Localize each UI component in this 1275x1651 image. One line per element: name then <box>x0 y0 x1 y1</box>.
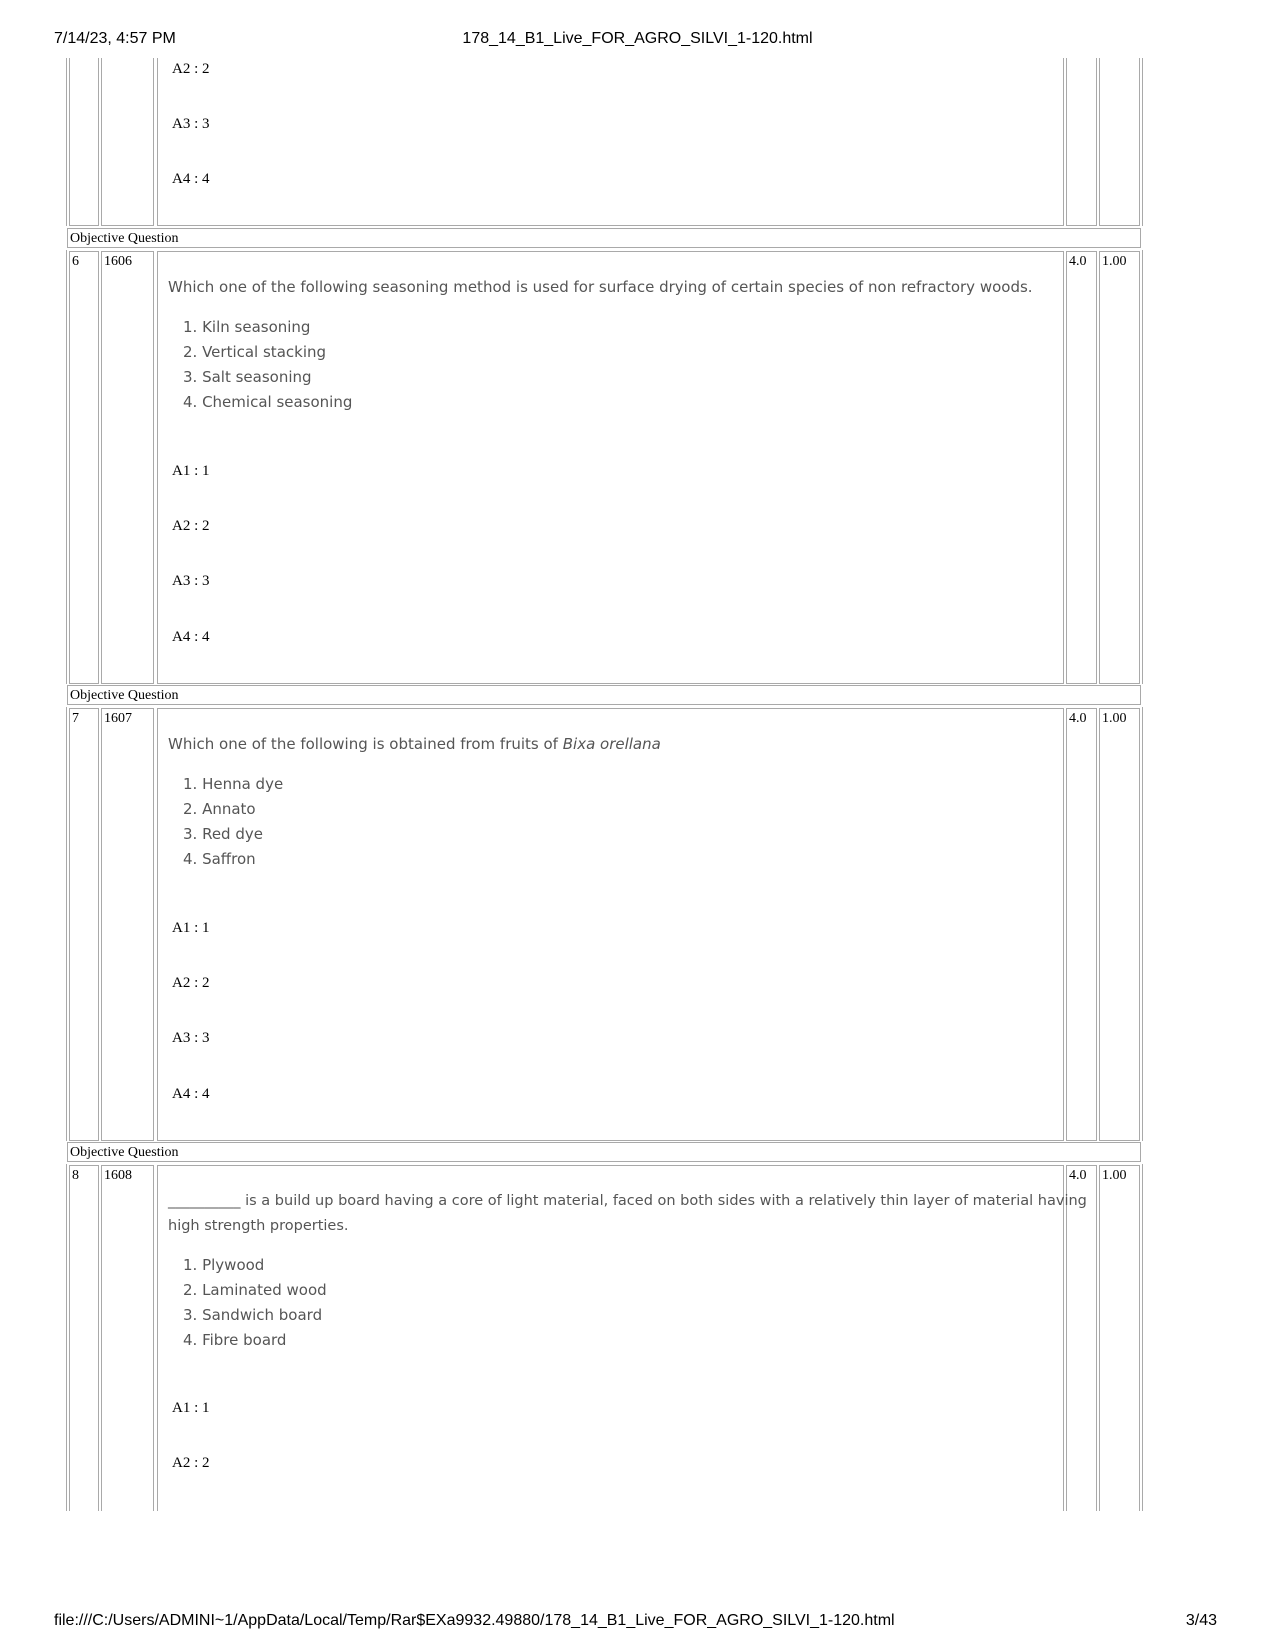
choice-item: 3. Salt seasoning <box>183 368 312 386</box>
question-text-prefix: Which one of the following is obtained from fruits of <box>168 735 563 753</box>
marks-value: 4.0 <box>1069 1168 1087 1183</box>
choice-item: 1. Henna dye <box>183 775 284 793</box>
marks-value: 4.0 <box>1069 254 1087 269</box>
answer-option: A2 : 2 <box>172 975 210 991</box>
negative-marks-cell <box>1099 1165 1140 1511</box>
serial-number-cell <box>69 1165 99 1511</box>
answer-option: A2 : 2 <box>172 518 210 534</box>
print-page-number: 3/43 <box>1185 1612 1217 1629</box>
serial-number: 7 <box>72 711 79 726</box>
question-type-row <box>67 685 1141 705</box>
negative-marks-value: 1.00 <box>1102 1168 1127 1183</box>
choice-item: 2. Laminated wood <box>183 1281 327 1299</box>
marks-value: 4.0 <box>1069 711 1087 726</box>
choice-item: 4. Fibre board <box>183 1331 287 1349</box>
question-id-cell <box>101 1165 154 1511</box>
negative-marks-value: 1.00 <box>1102 254 1127 269</box>
choice-list <box>183 315 352 415</box>
prev-marks-cell <box>1066 58 1097 226</box>
answer-option: A3 : 3 <box>172 116 210 132</box>
choice-item: 1. Kiln seasoning <box>183 318 311 336</box>
question-id-cell <box>101 708 154 1141</box>
question-id-cell <box>101 251 154 684</box>
choice-item: 3. Sandwich board <box>183 1306 323 1324</box>
question-id: 1608 <box>104 1168 132 1183</box>
serial-number: 6 <box>72 254 79 269</box>
prev-sno-cell <box>69 58 99 226</box>
question-type-label: Objective Question <box>70 231 179 246</box>
answer-option: A1 : 1 <box>172 920 210 936</box>
prev-negative-cell <box>1099 58 1140 226</box>
choice-item: 1. Plywood <box>183 1256 265 1274</box>
answer-option: A1 : 1 <box>172 463 210 479</box>
question-text <box>168 732 661 757</box>
prev-question-cell <box>157 58 1064 226</box>
prev-qid-cell <box>101 58 154 226</box>
answer-option: A1 : 1 <box>172 1400 210 1416</box>
serial-number: 8 <box>72 1168 79 1183</box>
marks-cell <box>1066 708 1097 1141</box>
answer-option: A4 : 4 <box>172 171 210 187</box>
question-cell <box>157 708 1064 1141</box>
serial-number-cell <box>69 708 99 1141</box>
question-id: 1606 <box>104 254 132 269</box>
print-file-path: file:///C:/Users/ADMINI~1/AppData/Local/Temp/Rar$EXa9932.49880/178_14_B1_Live_FOR_AGRO_SILVI_1-120.html <box>54 1612 895 1629</box>
choice-item: 2. Annato <box>183 800 256 818</box>
marks-cell <box>1066 251 1097 684</box>
question-type-row <box>67 1142 1141 1162</box>
question-type-row <box>67 228 1141 248</box>
question-text-line: high strength properties. <box>168 1218 349 1234</box>
choice-list <box>183 772 283 872</box>
answer-option: A4 : 4 <box>172 629 210 645</box>
choice-item: 4. Saffron <box>183 850 256 868</box>
choice-item: 3. Red dye <box>183 825 263 843</box>
question-id: 1607 <box>104 711 132 726</box>
question-type-label: Objective Question <box>70 1145 179 1160</box>
answer-option: A2 : 2 <box>172 61 210 77</box>
serial-number-cell <box>69 251 99 684</box>
negative-marks-cell <box>1099 708 1140 1141</box>
question-text-line: __________ is a build up board having a core of light material, faced on both sides with a relatively thin layer of material having <box>168 1193 1087 1209</box>
question-text: Which one of the following seasoning method is used for surface drying of certain species of non refractory woods. <box>168 278 1033 296</box>
answer-option: A3 : 3 <box>172 573 210 589</box>
question-type-label: Objective Question <box>70 688 179 703</box>
choice-list <box>183 1253 327 1353</box>
choice-item: 2. Vertical stacking <box>183 343 327 361</box>
answer-option: A4 : 4 <box>172 1086 210 1102</box>
question-text <box>168 1189 1087 1239</box>
choice-item: 4. Chemical seasoning <box>183 393 353 411</box>
answer-option: A2 : 2 <box>172 1455 210 1471</box>
print-datetime: 7/14/23, 4:57 PM <box>54 30 176 47</box>
species-name: Bixa orellana <box>562 735 661 753</box>
negative-marks-value: 1.00 <box>1102 711 1127 726</box>
answer-option: A3 : 3 <box>172 1030 210 1046</box>
negative-marks-cell <box>1099 251 1140 684</box>
print-title: 178_14_B1_Live_FOR_AGRO_SILVI_1-120.html <box>462 30 813 47</box>
